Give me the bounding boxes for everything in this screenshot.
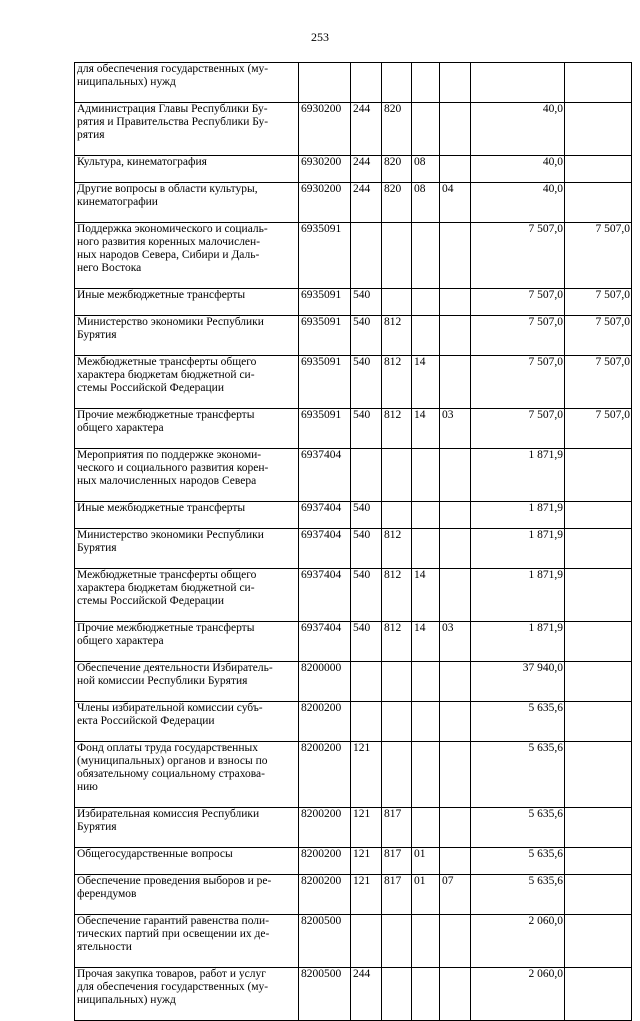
- amount-cell: 1 871,9: [471, 502, 565, 529]
- amount-federal-cell: [565, 63, 632, 103]
- amount-cell: [471, 63, 565, 103]
- amount-cell: 37 940,0: [471, 662, 565, 702]
- row-name-cell: Поддержка экономического и социаль- ного развития коренных малочислен- ных народов Севера, Сибири и Даль- него Востока: [75, 223, 299, 289]
- target-article-cell: 6937404: [299, 529, 351, 569]
- subsection-code-cell: [440, 63, 471, 103]
- target-article-cell: 6935091: [299, 409, 351, 449]
- administrator-code-cell: [382, 502, 412, 529]
- target-article-cell: 6937404: [299, 622, 351, 662]
- administrator-code-cell: 812: [382, 569, 412, 622]
- row-name-cell: Обеспечение проведения выборов и ре- ферендумов: [75, 875, 299, 915]
- expense-type-cell: [351, 449, 382, 502]
- target-article-cell: [299, 63, 351, 103]
- target-article-cell: 6937404: [299, 449, 351, 502]
- administrator-code-cell: [382, 223, 412, 289]
- target-article-cell: 6930200: [299, 183, 351, 223]
- subsection-code-cell: [440, 156, 471, 183]
- subsection-code-cell: [440, 529, 471, 569]
- table-row: [75, 569, 632, 622]
- amount-federal-cell: 7 507,0: [565, 289, 632, 316]
- table-row: [75, 702, 632, 742]
- amount-cell: 5 635,6: [471, 702, 565, 742]
- amount-federal-cell: 7 507,0: [565, 316, 632, 356]
- table-row: [75, 875, 632, 915]
- expense-type-cell: 540: [351, 502, 382, 529]
- target-article-cell: 8200500: [299, 968, 351, 1021]
- section-code-cell: 14: [412, 569, 440, 622]
- table-row: [75, 662, 632, 702]
- row-name-cell: Иные межбюджетные трансферты: [75, 502, 299, 529]
- amount-federal-cell: [565, 103, 632, 156]
- expense-type-cell: 244: [351, 183, 382, 223]
- expense-type-cell: 540: [351, 356, 382, 409]
- budget-table: [74, 62, 632, 1021]
- amount-federal-cell: [565, 742, 632, 808]
- row-name-cell: Прочие межбюджетные трансферты общего характера: [75, 409, 299, 449]
- subsection-code-cell: [440, 502, 471, 529]
- amount-federal-cell: [565, 702, 632, 742]
- section-code-cell: [412, 915, 440, 968]
- administrator-code-cell: 817: [382, 875, 412, 915]
- row-name-cell: Прочая закупка товаров, работ и услуг для обеспечения государственных (му- ниципальных) нужд: [75, 968, 299, 1021]
- section-code-cell: 01: [412, 848, 440, 875]
- amount-cell: 7 507,0: [471, 223, 565, 289]
- expense-type-cell: 540: [351, 569, 382, 622]
- amount-federal-cell: [565, 848, 632, 875]
- amount-federal-cell: [565, 569, 632, 622]
- expense-type-cell: 540: [351, 622, 382, 662]
- amount-federal-cell: [565, 915, 632, 968]
- subsection-code-cell: [440, 223, 471, 289]
- section-code-cell: [412, 103, 440, 156]
- subsection-code-cell: [440, 702, 471, 742]
- amount-cell: 7 507,0: [471, 356, 565, 409]
- subsection-code-cell: [440, 356, 471, 409]
- expense-type-cell: 121: [351, 808, 382, 848]
- administrator-code-cell: 820: [382, 183, 412, 223]
- subsection-code-cell: 07: [440, 875, 471, 915]
- target-article-cell: 8200200: [299, 742, 351, 808]
- expense-type-cell: 121: [351, 875, 382, 915]
- page-number: 253: [311, 30, 329, 44]
- administrator-code-cell: 812: [382, 529, 412, 569]
- amount-cell: 5 635,6: [471, 875, 565, 915]
- amount-cell: 1 871,9: [471, 529, 565, 569]
- target-article-cell: 6930200: [299, 156, 351, 183]
- section-code-cell: 08: [412, 156, 440, 183]
- expense-type-cell: 540: [351, 289, 382, 316]
- budget-table-body: [75, 63, 632, 1021]
- administrator-code-cell: 817: [382, 808, 412, 848]
- section-code-cell: 08: [412, 183, 440, 223]
- row-name-cell: Члены избирательной комиссии субъ- екта Российской Федерации: [75, 702, 299, 742]
- amount-federal-cell: [565, 183, 632, 223]
- amount-federal-cell: [565, 662, 632, 702]
- administrator-code-cell: 817: [382, 848, 412, 875]
- table-row: [75, 529, 632, 569]
- administrator-code-cell: [382, 968, 412, 1021]
- row-name-cell: Межбюджетные трансферты общего характера бюджетам бюджетной си- стемы Российской Федерации: [75, 569, 299, 622]
- administrator-code-cell: [382, 449, 412, 502]
- amount-federal-cell: [565, 502, 632, 529]
- row-name-cell: Культура, кинематография: [75, 156, 299, 183]
- row-name-cell: Избирательная комиссия Республики Бурятия: [75, 808, 299, 848]
- section-code-cell: [412, 223, 440, 289]
- amount-cell: 5 635,6: [471, 848, 565, 875]
- table-row: [75, 742, 632, 808]
- target-article-cell: 6935091: [299, 289, 351, 316]
- section-code-cell: [412, 662, 440, 702]
- administrator-code-cell: [382, 915, 412, 968]
- administrator-code-cell: [382, 662, 412, 702]
- table-row: [75, 156, 632, 183]
- administrator-code-cell: 820: [382, 156, 412, 183]
- amount-cell: 1 871,9: [471, 449, 565, 502]
- amount-federal-cell: [565, 529, 632, 569]
- expense-type-cell: 244: [351, 968, 382, 1021]
- table-row: [75, 103, 632, 156]
- section-code-cell: [412, 808, 440, 848]
- administrator-code-cell: [382, 289, 412, 316]
- administrator-code-cell: 812: [382, 356, 412, 409]
- administrator-code-cell: 820: [382, 103, 412, 156]
- subsection-code-cell: 04: [440, 183, 471, 223]
- amount-federal-cell: [565, 156, 632, 183]
- section-code-cell: [412, 63, 440, 103]
- section-code-cell: [412, 702, 440, 742]
- row-name-cell: Общегосударственные вопросы: [75, 848, 299, 875]
- subsection-code-cell: 03: [440, 622, 471, 662]
- amount-federal-cell: 7 507,0: [565, 223, 632, 289]
- expense-type-cell: 540: [351, 529, 382, 569]
- amount-cell: 1 871,9: [471, 622, 565, 662]
- amount-federal-cell: [565, 875, 632, 915]
- section-code-cell: 01: [412, 875, 440, 915]
- expense-type-cell: 244: [351, 156, 382, 183]
- row-name-cell: Межбюджетные трансферты общего характера бюджетам бюджетной си- стемы Российской Федерации: [75, 356, 299, 409]
- amount-federal-cell: [565, 968, 632, 1021]
- section-code-cell: [412, 529, 440, 569]
- row-name-cell: Мероприятия по поддержке экономи- ческого и социального развития корен- ных малочисленных народов Севера: [75, 449, 299, 502]
- amount-cell: 5 635,6: [471, 742, 565, 808]
- expense-type-cell: 540: [351, 316, 382, 356]
- target-article-cell: 6935091: [299, 223, 351, 289]
- row-name-cell: для обеспечения государственных (му- ниципальных) нужд: [75, 63, 299, 103]
- target-article-cell: 6930200: [299, 103, 351, 156]
- expense-type-cell: 244: [351, 103, 382, 156]
- subsection-code-cell: 03: [440, 409, 471, 449]
- expense-type-cell: [351, 702, 382, 742]
- target-article-cell: 8200200: [299, 875, 351, 915]
- table-row: [75, 223, 632, 289]
- row-name-cell: Фонд оплаты труда государственных (муниципальных) органов и взносы по обязательному социальному страхова- нию: [75, 742, 299, 808]
- row-name-cell: Прочие межбюджетные трансферты общего характера: [75, 622, 299, 662]
- administrator-code-cell: 812: [382, 409, 412, 449]
- amount-cell: 7 507,0: [471, 316, 565, 356]
- amount-cell: 40,0: [471, 156, 565, 183]
- expense-type-cell: [351, 915, 382, 968]
- subsection-code-cell: [440, 848, 471, 875]
- amount-federal-cell: [565, 449, 632, 502]
- table-row: [75, 968, 632, 1021]
- row-name-cell: Обеспечение деятельности Избиратель- ной комиссии Республики Бурятия: [75, 662, 299, 702]
- target-article-cell: 8200200: [299, 848, 351, 875]
- amount-cell: 7 507,0: [471, 289, 565, 316]
- target-article-cell: 6935091: [299, 356, 351, 409]
- expense-type-cell: 121: [351, 742, 382, 808]
- amount-cell: 2 060,0: [471, 968, 565, 1021]
- row-name-cell: Обеспечение гарантий равенства поли- тических партий при освещении их де- ятельности: [75, 915, 299, 968]
- subsection-code-cell: [440, 103, 471, 156]
- amount-federal-cell: [565, 808, 632, 848]
- amount-cell: 5 635,6: [471, 808, 565, 848]
- subsection-code-cell: [440, 742, 471, 808]
- target-article-cell: 8200200: [299, 702, 351, 742]
- subsection-code-cell: [440, 449, 471, 502]
- amount-cell: 40,0: [471, 183, 565, 223]
- expense-type-cell: 540: [351, 409, 382, 449]
- administrator-code-cell: [382, 63, 412, 103]
- table-row: [75, 622, 632, 662]
- row-name-cell: Другие вопросы в области культуры, кинематографии: [75, 183, 299, 223]
- section-code-cell: 14: [412, 356, 440, 409]
- table-row: [75, 183, 632, 223]
- amount-cell: 2 060,0: [471, 915, 565, 968]
- table-row: [75, 808, 632, 848]
- table-row: [75, 316, 632, 356]
- section-code-cell: 14: [412, 409, 440, 449]
- section-code-cell: [412, 316, 440, 356]
- table-row: [75, 502, 632, 529]
- target-article-cell: 6937404: [299, 502, 351, 529]
- target-article-cell: 6935091: [299, 316, 351, 356]
- target-article-cell: 8200000: [299, 662, 351, 702]
- section-code-cell: 14: [412, 622, 440, 662]
- amount-cell: 7 507,0: [471, 409, 565, 449]
- subsection-code-cell: [440, 569, 471, 622]
- target-article-cell: 8200500: [299, 915, 351, 968]
- table-row: [75, 289, 632, 316]
- row-name-cell: Администрация Главы Республики Бу- рятия и Правительства Республики Бу- рятия: [75, 103, 299, 156]
- target-article-cell: 6937404: [299, 569, 351, 622]
- table-row: [75, 356, 632, 409]
- subsection-code-cell: [440, 289, 471, 316]
- table-row: [75, 63, 632, 103]
- expense-type-cell: [351, 223, 382, 289]
- amount-cell: 1 871,9: [471, 569, 565, 622]
- expense-type-cell: [351, 63, 382, 103]
- section-code-cell: [412, 289, 440, 316]
- row-name-cell: Министерство экономики Республики Бурятия: [75, 529, 299, 569]
- table-row: [75, 409, 632, 449]
- administrator-code-cell: 812: [382, 316, 412, 356]
- subsection-code-cell: [440, 915, 471, 968]
- expense-type-cell: [351, 662, 382, 702]
- amount-federal-cell: 7 507,0: [565, 409, 632, 449]
- section-code-cell: [412, 742, 440, 808]
- amount-federal-cell: [565, 622, 632, 662]
- subsection-code-cell: [440, 662, 471, 702]
- table-row: [75, 915, 632, 968]
- amount-federal-cell: 7 507,0: [565, 356, 632, 409]
- administrator-code-cell: [382, 702, 412, 742]
- administrator-code-cell: [382, 742, 412, 808]
- subsection-code-cell: [440, 316, 471, 356]
- subsection-code-cell: [440, 808, 471, 848]
- row-name-cell: Иные межбюджетные трансферты: [75, 289, 299, 316]
- section-code-cell: [412, 968, 440, 1021]
- table-row: [75, 848, 632, 875]
- section-code-cell: [412, 502, 440, 529]
- amount-cell: 40,0: [471, 103, 565, 156]
- row-name-cell: Министерство экономики Республики Бурятия: [75, 316, 299, 356]
- administrator-code-cell: 812: [382, 622, 412, 662]
- target-article-cell: 8200200: [299, 808, 351, 848]
- subsection-code-cell: [440, 968, 471, 1021]
- section-code-cell: [412, 449, 440, 502]
- expense-type-cell: 121: [351, 848, 382, 875]
- table-row: [75, 449, 632, 502]
